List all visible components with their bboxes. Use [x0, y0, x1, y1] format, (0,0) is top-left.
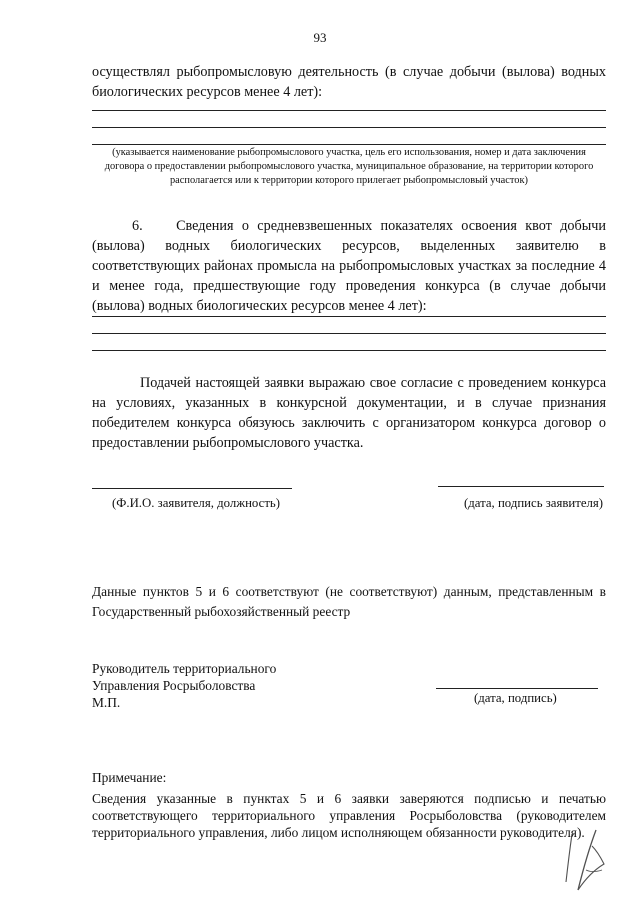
head-date-label: (дата, подпись) — [474, 691, 557, 705]
fill-line — [92, 316, 606, 317]
head-title-line2: Управления Росрыболовства — [92, 678, 256, 693]
section5-continuation: осуществлял рыбопромысловую деятельность (в случае добычи (вылова) водных биологических ресурсов менее 4 лет): — [92, 64, 606, 100]
section6-text: Сведения о средневзвешенных показателях освоения квот добычи (вылова) водных биологических ресурсов, выделенных заявителю в соответствующих районах промысла на рыбопромысловых участках за последние 4 и менее года, предшествующие году проведения конкурса (в случае добычи (вылова) водных биологических ресурсов менее 4 лет): — [92, 218, 606, 314]
fill-line — [92, 333, 606, 334]
page-number: 93 — [313, 30, 327, 45]
fill-line — [92, 144, 606, 145]
date-signature-line — [438, 486, 604, 487]
section6-number: 6. — [132, 218, 143, 234]
fill-line — [92, 110, 606, 111]
stamp-place: М.П. — [92, 695, 121, 710]
fio-line — [92, 488, 292, 489]
handwritten-initials-icon — [556, 826, 618, 894]
head-block — [92, 660, 276, 711]
head-title-line1: Руководитель территориального — [92, 661, 277, 676]
section5-hint: (указывается наименование рыбопромыслового участка, цель его использования, номер и дата заключения договора о предоставлении рыбопромыслового участка, муниципальное образование, на территории которого располагается или к территории которого прилегает рыбопромысловый участок) — [104, 147, 594, 186]
note-text: Сведения указанные в пунктах 5 и 6 заявки заверяются подписью и печатью соответствующего территориального управления Росрыболовства (руководителем территориального управления, либо лицом исполняющем обязанности руководителя). — [92, 791, 606, 840]
consent-paragraph: Подачей настоящей заявки выражаю свое согласие с проведением конкурса на условиях, указанных в конкурсной документации, и в случае признания победителем конкурса обязуюсь заключить с организатором конкурса договор о предоставлении рыбопромыслового участка. — [92, 375, 606, 451]
fill-line — [92, 350, 606, 351]
head-signature-line — [436, 688, 598, 689]
fio-label: (Ф.И.О. заявителя, должность) — [112, 496, 281, 510]
note-title: Примечание: — [92, 770, 167, 785]
fill-line — [92, 127, 606, 128]
date-signature-label: (дата, подпись заявителя) — [464, 496, 604, 510]
section6-paragraph — [92, 216, 606, 316]
registry-statement: Данные пунктов 5 и 6 соответствуют (не соответствуют) данным, представленным в Государственный рыбохозяйственный реестр — [92, 584, 606, 619]
